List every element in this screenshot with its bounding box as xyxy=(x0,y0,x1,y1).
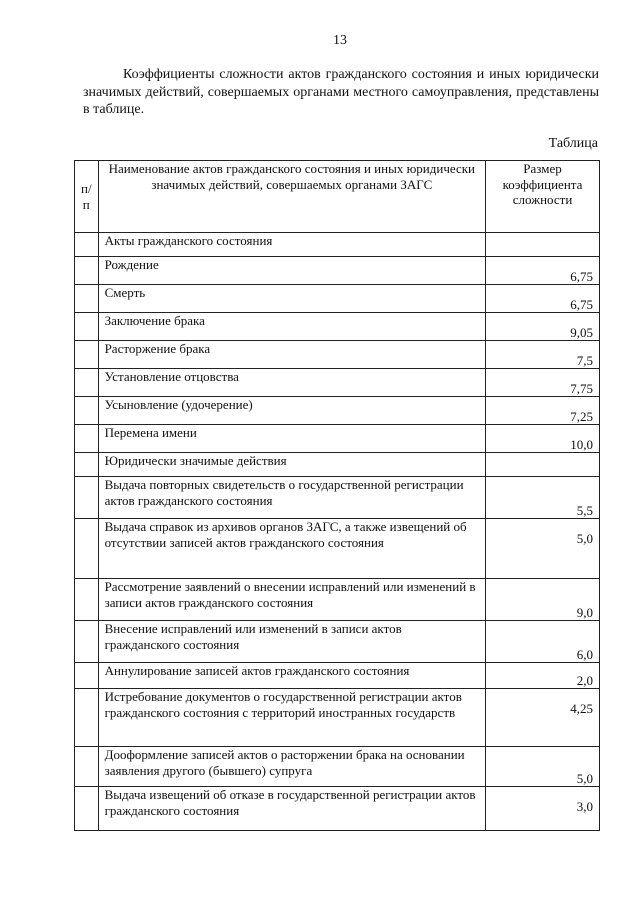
row-name: Расторжение брака xyxy=(98,341,485,369)
row-name: Установление отцовства xyxy=(98,369,485,397)
row-value xyxy=(486,453,600,477)
row-value xyxy=(486,233,600,257)
row-value: 7,75 xyxy=(486,369,600,397)
table-row xyxy=(75,477,600,519)
table-row xyxy=(75,233,600,257)
row-name: Дооформление записей актов о расторжении брака на основании заявления другого (бывшего) супруга xyxy=(98,747,485,787)
row-value: 6,0 xyxy=(486,621,600,663)
table-row xyxy=(75,621,600,663)
row-name: Усыновление (удочерение) xyxy=(98,397,485,425)
row-value: 9,0 xyxy=(486,579,600,621)
page-number: 13 xyxy=(333,33,347,48)
row-name: Рассмотрение заявлений о внесении исправлений или изменений в записи актов гражданского состояния xyxy=(98,579,485,621)
row-number-cell xyxy=(75,663,99,689)
table-row xyxy=(75,663,600,689)
table-row xyxy=(75,519,600,579)
row-number-cell xyxy=(75,787,99,831)
row-value: 5,0 xyxy=(486,519,600,579)
row-number-cell xyxy=(75,425,99,453)
table-row xyxy=(75,453,600,477)
row-name: Выдача справок из архивов органов ЗАГС, а также извещений об отсутствии записей актов гражданского состояния xyxy=(98,519,485,579)
header-name: Наименование актов гражданского состояния и иных юридически значимых действий, совершаемых органами ЗАГС xyxy=(98,161,485,233)
table-row xyxy=(75,787,600,831)
row-number-cell xyxy=(75,341,99,369)
row-number-cell xyxy=(75,579,99,621)
table-row xyxy=(75,579,600,621)
row-name: Рождение xyxy=(98,257,485,285)
row-number-cell xyxy=(75,369,99,397)
row-name: Аннулирование записей актов гражданского состояния xyxy=(98,663,485,689)
coefficients-table xyxy=(74,160,600,831)
row-name: Акты гражданского состояния xyxy=(98,233,485,257)
row-name: Смерть xyxy=(98,285,485,313)
table-row xyxy=(75,397,600,425)
table-row xyxy=(75,313,600,341)
row-number-cell xyxy=(75,397,99,425)
row-number-cell xyxy=(75,747,99,787)
row-number-cell xyxy=(75,313,99,341)
table-row xyxy=(75,285,600,313)
row-number-cell xyxy=(75,453,99,477)
row-value: 5,0 xyxy=(486,747,600,787)
row-number-cell xyxy=(75,519,99,579)
table-header-row xyxy=(75,161,600,233)
row-value: 7,25 xyxy=(486,397,600,425)
table-row xyxy=(75,341,600,369)
row-value: 3,0 xyxy=(486,787,600,831)
row-name: Юридически значимые действия xyxy=(98,453,485,477)
intro-paragraph: Коэффициенты сложности актов гражданского состояния и иных юридически значимых действий, совершаемых органами местного самоуправления, представлены в таблице. xyxy=(83,67,599,117)
row-value: 4,25 xyxy=(486,689,600,747)
row-name: Выдача повторных свидетельств о государственной регистрации актов гражданского состояния xyxy=(98,477,485,519)
row-value: 6,75 xyxy=(486,285,600,313)
row-number-cell xyxy=(75,621,99,663)
row-name: Заключение брака xyxy=(98,313,485,341)
row-number-cell xyxy=(75,689,99,747)
row-number-cell xyxy=(75,285,99,313)
row-name: Перемена имени xyxy=(98,425,485,453)
table-caption: Таблица xyxy=(548,136,598,151)
row-number-cell xyxy=(75,257,99,285)
row-number-cell xyxy=(75,477,99,519)
table-row xyxy=(75,369,600,397)
table-row xyxy=(75,425,600,453)
row-name: Выдача извещений об отказе в государственной регистрации актов гражданского состояния xyxy=(98,787,485,831)
table-row xyxy=(75,747,600,787)
row-value: 10,0 xyxy=(486,425,600,453)
row-value: 5,5 xyxy=(486,477,600,519)
row-name: Истребование документов о государственной регистрации актов гражданского состояния с территорий иностранных государств xyxy=(98,689,485,747)
row-number-cell xyxy=(75,233,99,257)
header-value: Размер коэффициента сложности xyxy=(486,161,600,233)
table-row xyxy=(75,257,600,285)
row-value: 2,0 xyxy=(486,663,600,689)
row-value: 9,05 xyxy=(486,313,600,341)
row-name: Внесение исправлений или изменений в записи актов гражданского состояния xyxy=(98,621,485,663)
header-number: п/п xyxy=(75,161,99,233)
row-value: 7,5 xyxy=(486,341,600,369)
table-row xyxy=(75,689,600,747)
row-value: 6,75 xyxy=(486,257,600,285)
